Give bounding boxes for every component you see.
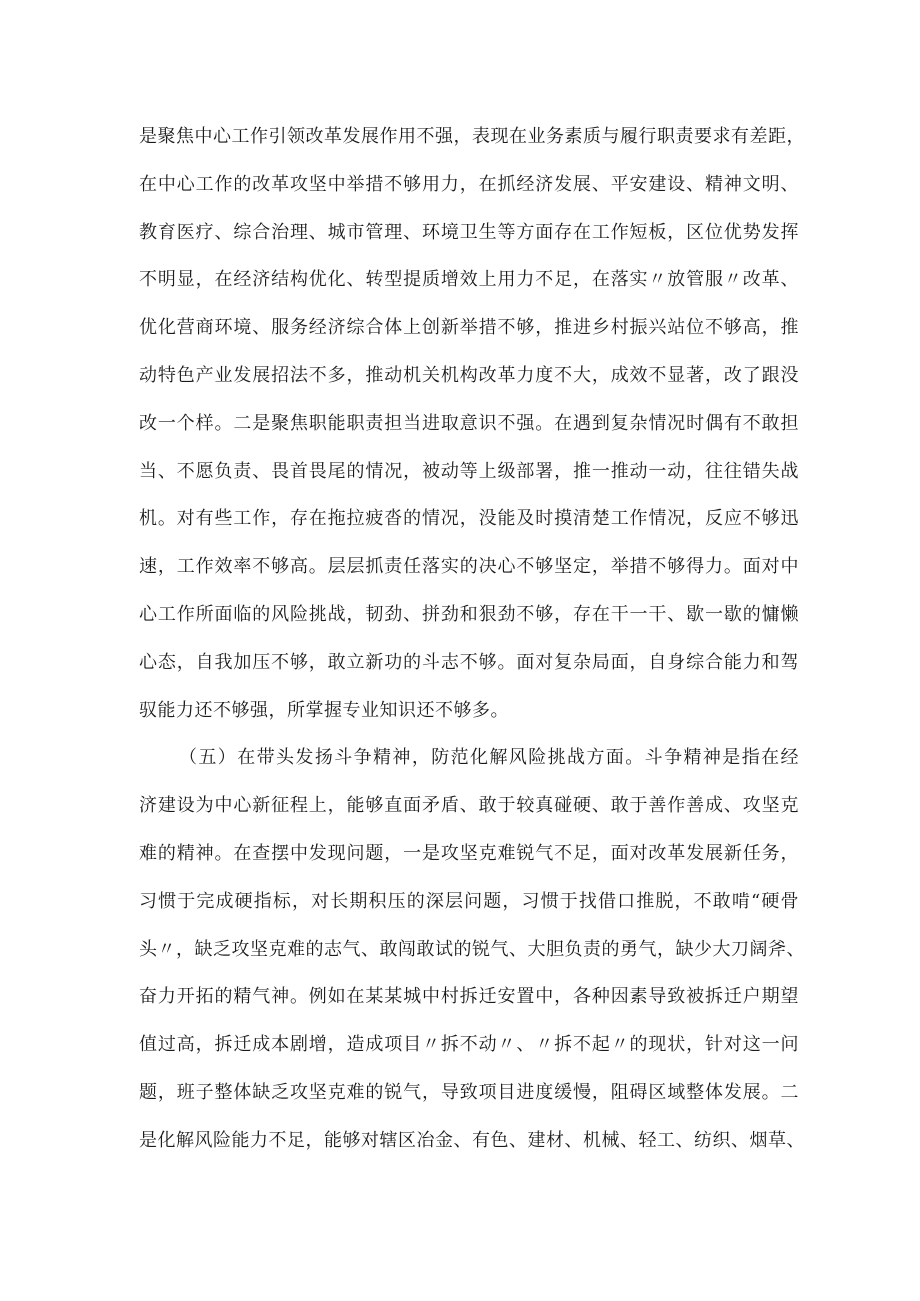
text-line: 是化解风险能力不足，能够对辖区冶金、有色、建材、机械、轻工、纺织、烟草、 [139,1129,805,1151]
text-line: （五）在带头发扬斗争精神，防范化解风险挑战方面。斗争精神是指在经 [179,747,799,769]
text-line: 题，班子整体缺乏攻坚克难的锐气，导致项目进度缓慢，阻碍区域整体发展。二 [139,1081,799,1103]
text-line: 是聚焦中心工作引领改革发展作用不强，表现在业务素质与履行职责要求有差距， [139,126,805,147]
text-line: 速，工作效率不够高。层层抓责任落实的决心不够坚定，举措不够得力。面对中 [139,556,799,578]
text-line: 习惯于完成硬指标，对长期积压的深层问题，习惯于找借口推脱，不敢啃“硬骨 [139,890,799,912]
text-line: 值过高，拆迁成本剧增，造成项目〃拆不动〃、〃拆不起〃的现状，针对这一问 [139,1034,799,1056]
document-body [139,113,805,1165]
text-line: 机。对有些工作，存在拖拉疲沓的情况，没能及时摸清楚工作情况，反应不够迅 [139,508,799,530]
text-line: 动特色产业发展招法不多，推动机关机构改革力度不大，成效不显著，改了跟没 [139,364,799,386]
text-line: 驭能力还不够强，所掌握专业知识还不够多。 [139,699,509,721]
text-line: 教育医疗、综合治理、城市管理、环境卫生等方面存在工作短板，区位优势发挥 [139,221,799,243]
text-line: 头〃，缺乏攻坚克难的志气、敢闯敢试的锐气、大胆负责的勇气，缺少大刀阔斧、 [139,938,805,960]
text-line: 心工作所面临的风险挑战，韧劲、拼劲和狠劲不够，存在干一干、歇一歇的慵懒 [139,603,799,625]
paragraph-1 [139,113,805,734]
text-line: 不明显，在经济结构优化、转型提质增效上用力不足，在落实〃放管服〃改革、 [139,269,799,291]
text-line: 难的精神。在查摆中发现问题，一是攻坚克难锐气不足，面对改革发展新任务， [139,842,799,864]
text-line: 改一个样。二是聚焦职能职责担当进取意识不强。在遇到复杂情况时偶有不敢担 [139,412,799,434]
text-line: 当、不愿负责、畏首畏尾的情况，被动等上级部署，推一推动一动，往往错失战 [139,460,799,482]
text-line: 济建设为中心新征程上，能够直面矛盾、敢于较真碰硬、敢于善作善成、攻坚克 [139,795,799,817]
text-line: 优化营商环境、服务经济综合体上创新举措不够，推进乡村振兴站位不够高，推 [139,317,799,339]
text-line: 奋力开拓的精气神。例如在某某城中村拆迁安置中，各种因素导致被拆迁户期望 [139,986,799,1008]
paragraph-2 [139,734,805,1164]
text-line: 心态，自我加压不够，敢立新功的斗志不够。面对复杂局面，自身综合能力和驾 [139,651,799,673]
text-line: 在中心工作的改革攻坚中举措不够用力，在抓经济发展、平安建设、精神文明、 [139,173,799,195]
